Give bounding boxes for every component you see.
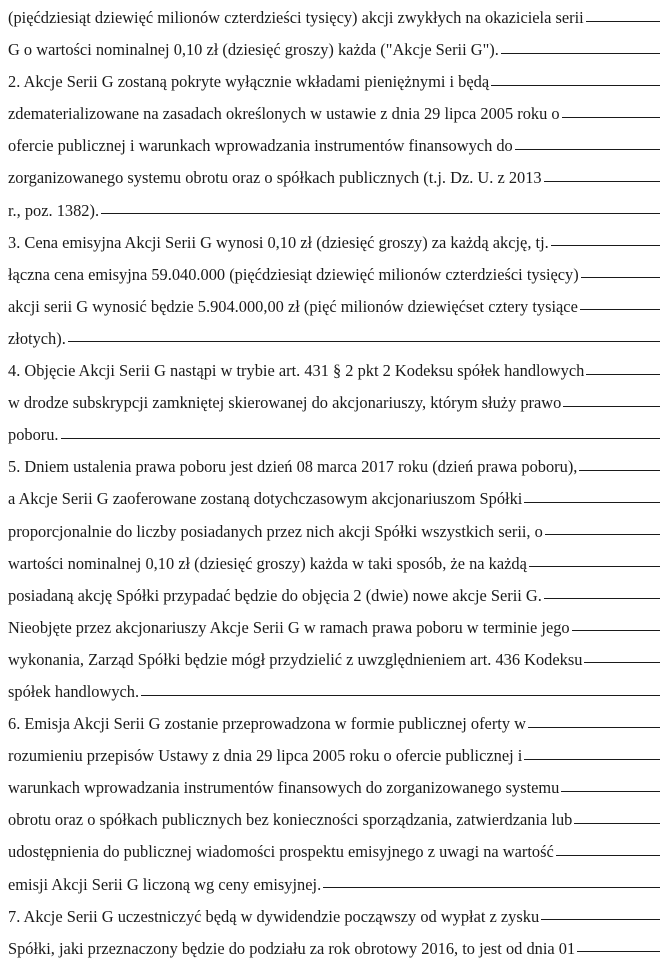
text-line <box>8 548 660 580</box>
text-line <box>8 933 660 965</box>
fill-line <box>544 181 660 182</box>
line-text: wartości nominalnej 0,10 zł (dziesięć groszy) każda w taki sposób, że na każdą <box>8 553 527 573</box>
text-line <box>8 98 660 130</box>
line-text: zdematerializowane na zasadach określonych w ustawie z dnia 29 lipca 2005 roku o <box>8 104 560 124</box>
fill-line <box>577 951 660 952</box>
line-text: G o wartości nominalnej 0,10 zł (dziesięć groszy) każda ("Akcje Serii G"). <box>8 40 499 60</box>
fill-line <box>581 277 660 278</box>
text-line <box>8 676 660 708</box>
text-line <box>8 901 660 933</box>
fill-line <box>541 919 660 920</box>
text-line <box>8 34 660 66</box>
fill-line <box>528 727 660 728</box>
fill-line <box>501 53 660 54</box>
line-text: 7. Akcje Serii G uczestniczyć będą w dywidendzie począwszy od wypłat z zysku <box>8 906 540 926</box>
fill-line <box>491 85 660 86</box>
line-text: rozumieniu przepisów Ustawy z dnia 29 lipca 2005 roku o ofercie publicznej i <box>8 746 523 766</box>
text-line <box>8 644 660 676</box>
text-line <box>8 836 660 868</box>
fill-line <box>524 502 660 503</box>
line-text: r., poz. 1382). <box>8 200 100 220</box>
text-line <box>8 162 660 194</box>
line-text: (pięćdziesiąt dziewięć milionów czterdzieści tysięcy) akcji zwykłych na okaziciela serii <box>8 8 584 27</box>
line-text: złotych). <box>8 328 66 348</box>
line-text: Spółki, jaki przeznaczony będzie do podziału za rok obrotowy 2016, to jest od dnia 01 <box>8 938 576 958</box>
line-text: akcji serii G wynosić będzie 5.904.000,00 zł (pięć milionów dziewięćset cztery tysiące <box>8 296 578 316</box>
fill-line <box>563 406 660 407</box>
line-text: zorganizowanego systemu obrotu oraz o spółkach publicznych (t.j. Dz. U. z 2013 <box>8 168 542 188</box>
fill-line <box>101 213 660 214</box>
fill-line <box>524 759 660 760</box>
fill-line <box>545 534 660 535</box>
line-text: a Akcje Serii G zaoferowane zostaną dotychczasowym akcjonariuszom Spółki <box>8 489 523 509</box>
text-line <box>8 66 660 98</box>
text-line <box>8 869 660 901</box>
line-text: warunkach wprowadzania instrumentów finansowych do zorganizowanego systemu <box>8 778 560 798</box>
text-line <box>8 355 660 387</box>
text-line <box>8 612 660 644</box>
text-line <box>8 772 660 804</box>
text-line <box>8 259 660 291</box>
line-text: łączna cena emisyjna 59.040.000 (pięćdziesiąt dziewięć milionów czterdzieści tysięcy) <box>8 264 579 284</box>
text-line <box>8 195 660 227</box>
fill-line <box>586 21 660 22</box>
text-line <box>8 740 660 772</box>
fill-line <box>556 855 660 856</box>
fill-line <box>323 887 660 888</box>
line-text: emisji Akcji Serii G liczoną wg ceny emisyjnej. <box>8 874 322 894</box>
fill-line <box>141 695 660 696</box>
text-line <box>8 516 660 548</box>
fill-line <box>61 438 660 439</box>
line-text: proporcjonalnie do liczby posiadanych przez nich akcji Spółki wszystkich serii, o <box>8 521 543 541</box>
text-line <box>8 483 660 515</box>
text-line <box>8 387 660 419</box>
fill-line <box>529 566 660 567</box>
line-text: 3. Cena emisyjna Akcji Serii G wynosi 0,10 zł (dziesięć groszy) za każdą akcję, tj. <box>8 232 549 252</box>
fill-line <box>574 823 660 824</box>
text-line <box>8 451 660 483</box>
line-text: udostępnienia do publicznej wiadomości prospektu emisyjnego z uwagi na wartość <box>8 842 554 862</box>
line-text: 2. Akcje Serii G zostaną pokryte wyłącznie wkładami pieniężnymi i będą <box>8 72 490 92</box>
line-text: 4. Objęcie Akcji Serii G nastąpi w trybie art. 431 § 2 pkt 2 Kodeksu spółek handlowych <box>8 361 585 381</box>
fill-line <box>562 117 660 118</box>
fill-line <box>586 374 660 375</box>
fill-line <box>544 598 660 599</box>
text-line <box>8 227 660 259</box>
line-text: 6. Emisja Akcji Serii G zostanie przeprowadzona w formie publicznej oferty w <box>8 714 526 734</box>
fill-line <box>68 341 660 342</box>
line-text: posiadaną akcję Spółki przypadać będzie do objęcia 2 (dwie) nowe akcje Serii G. <box>8 585 542 605</box>
line-text: w drodze subskrypcji zamkniętej skierowanej do akcjonariuszy, którym służy prawo <box>8 393 562 413</box>
line-text: spółek handlowych. <box>8 681 140 701</box>
fill-line <box>561 791 660 792</box>
fill-line <box>551 245 660 246</box>
text-line <box>8 804 660 836</box>
text-line <box>8 130 660 162</box>
line-text: ofercie publicznej i warunkach wprowadzania instrumentów finansowych do <box>8 136 513 156</box>
text-line <box>8 419 660 451</box>
fill-line <box>580 309 660 310</box>
text-line <box>8 323 660 355</box>
line-text: 5. Dniem ustalenia prawa poboru jest dzień 08 marca 2017 roku (dzień prawa poboru), <box>8 457 578 477</box>
document-page <box>0 2 668 966</box>
fill-line <box>584 662 660 663</box>
line-text: poboru. <box>8 425 59 445</box>
line-text: wykonania, Zarząd Spółki będzie mógł przydzielić z uwzględnieniem art. 436 Kodeksu <box>8 649 583 669</box>
line-text: Nieobjęte przez akcjonariuszy Akcje Serii G w ramach prawa poboru w terminie jego <box>8 617 570 637</box>
fill-line <box>579 470 660 471</box>
fill-line <box>572 630 660 631</box>
text-line <box>8 580 660 612</box>
text-line <box>8 291 660 323</box>
fill-line <box>515 149 660 150</box>
text-line <box>8 2 660 34</box>
text-line <box>8 708 660 740</box>
line-text: obrotu oraz o spółkach publicznych bez konieczności sporządzania, zatwierdzania lub <box>8 810 573 830</box>
